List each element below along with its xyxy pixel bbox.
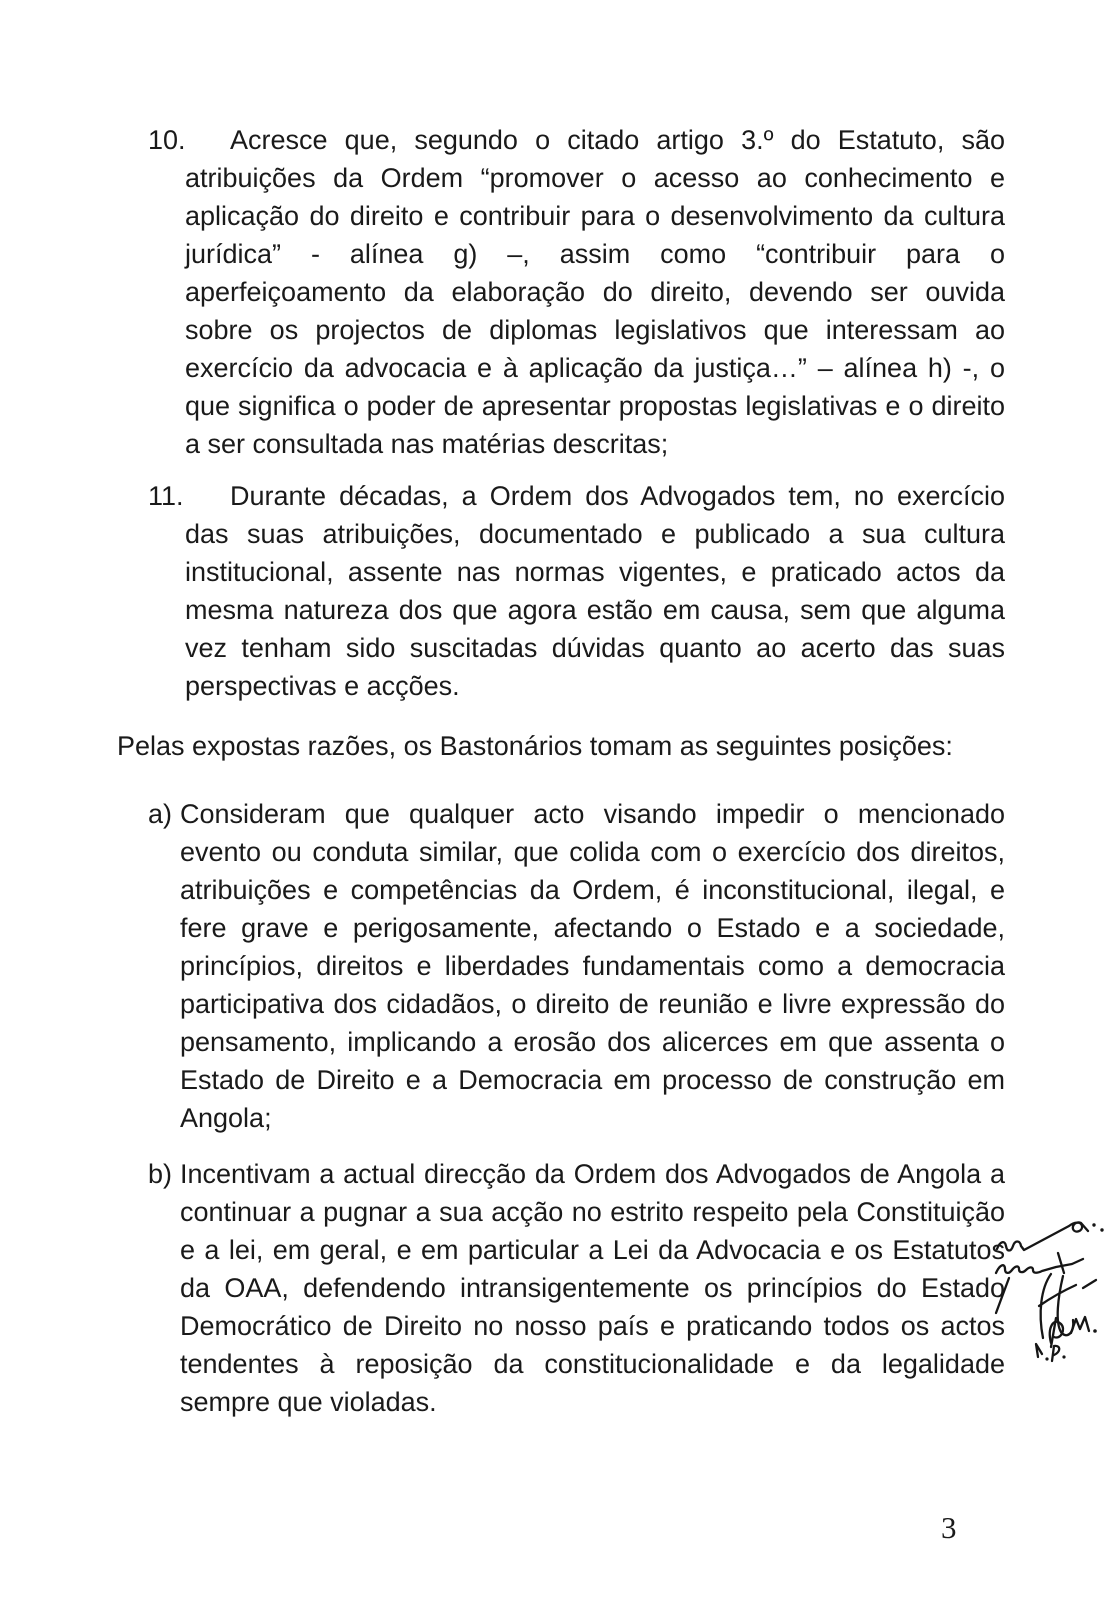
item-letter-b: b) [148, 1159, 173, 1189]
item-number-10: 10. [148, 125, 186, 155]
list-item-10 [117, 121, 1005, 463]
list-item-b [117, 1155, 1005, 1421]
item-text-a: Consideram que qualquer acto visando impedir o mencionado evento ou conduta similar, que colida com o exercício dos direitos, atribuições e competências da Ordem, é inconstitucional, ilegal, e fere grave e perigosamente, afectando o Estado e a sociedade, princípios, direitos e liberdades fundamentais como a democracia participativa dos cidadãos, o direito de reunião e livre expressão do pensamento, implicando a erosão dos alicerces em que assenta o Estado de Direito e a Democracia em processo de construção em Angola; [180, 799, 1005, 1133]
list-item-11 [117, 477, 1005, 705]
item-text-11: Durante décadas, a Ordem dos Advogados tem, no exercício das suas atribuições, documentado e publicado a sua cultura institucional, assente nas normas vigentes, e praticado actos da mesma natureza dos que agora estão em causa, sem que alguma vez tenham sido suscitadas dúvidas quanto ao acerto das suas perspectivas e acções. [185, 481, 1005, 701]
handwritten-signature [984, 1175, 1114, 1370]
document-body [117, 121, 1005, 1439]
intro-paragraph: Pelas expostas razões, os Bastonários tomam as seguintes posições: [117, 731, 953, 761]
list-item-a [117, 795, 1005, 1137]
item-text-b: Incentivam a actual direcção da Ordem dos Advogados de Angola a continuar a pugnar a sua acção no estrito respeito pela Constituição e a lei, em geral, e em particular a Lei da Advocacia e os Estatutos da OAA, defendendo intransigentemente os princípios do Estado Democrático de Direito no nosso país e praticando todos os actos tendentes à reposição da constitucionalidade e da legalidade sempre que violadas. [180, 1159, 1005, 1417]
page-number: 3 [941, 1510, 957, 1545]
item-text-10: Acresce que, segundo o citado artigo 3.º do Estatuto, são atribuições da Ordem “promover o acesso ao conhecimento e aplicação do direito e contribuir para o desenvolvimento da cultura jurídica” - alínea g) –, assim como “contribuir para o aperfeiçoamento da elaboração do direito, devendo ser ouvida sobre os projectos de diplomas legislativos que interessam ao exercício da advocacia e à aplicação da justiça…” – alínea h) -, o que significa o poder de apresentar propostas legislativas e o direito a ser consultada nas matérias descritas; [185, 125, 1005, 459]
item-letter-a: a) [148, 799, 173, 829]
item-number-11: 11. [148, 481, 184, 511]
